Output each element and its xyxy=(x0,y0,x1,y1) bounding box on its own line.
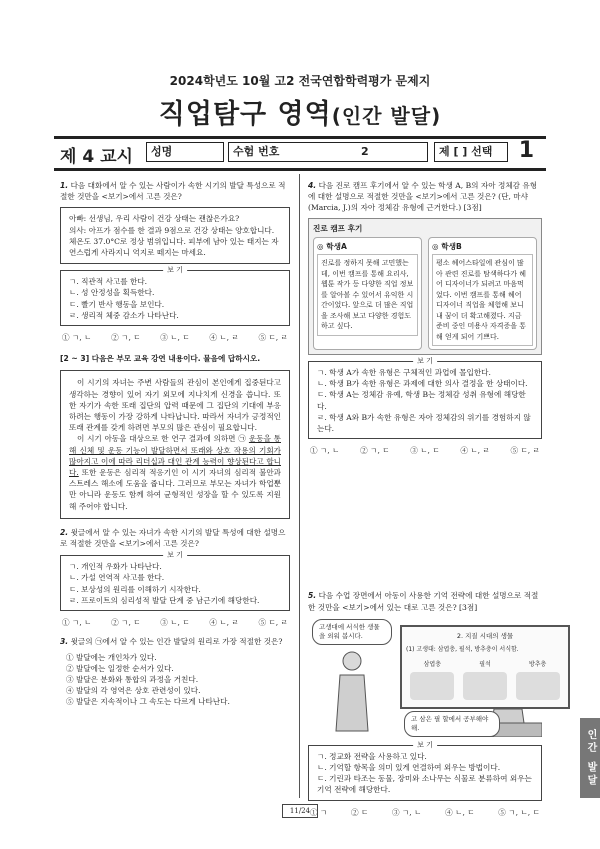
spacer xyxy=(308,464,542,590)
bogi-item: ㄹ. 생리적 체중 감소가 나타난다. xyxy=(69,310,179,320)
answer-option[interactable]: ② ㄱ, ㄷ xyxy=(360,446,390,456)
blackboard xyxy=(400,625,570,709)
info-row xyxy=(54,140,546,166)
selection-box[interactable] xyxy=(434,142,508,162)
passage-paragraph: 이 시기의 자녀는 주변 사람들의 관심이 본인에게 집중된다고 생각하는 경향이 있어 자기 외모에 지나치게 신경을 씁니다. 또한 자기가 속한 또래 집단의 압력 때문에 그 집단의 기대에 부응하려는 행동이 가장 강하게 나타납니다. 따라서 자녀가 긍정적인 또래 관계를 갖게 하려면 부모의 많은 관심이 필요합니다. xyxy=(69,378,281,433)
answer-option[interactable]: ④ ㄴ, ㄹ xyxy=(209,618,239,628)
bogi-item: ㄱ. 학생 A가 속한 유형은 구체적인 과업에 몰입한다. xyxy=(317,368,491,378)
answer-option[interactable]: ③ ㄴ, ㄷ xyxy=(410,446,440,456)
section-2-3-title: [2 ~ 3] 다음은 부모 교육 강연 내용이다. 물음에 답하시오. xyxy=(60,354,261,364)
exam-number-value: 2 xyxy=(361,145,369,158)
question-4 xyxy=(308,180,542,456)
bogi-item: ㄱ. 정교화 전략을 사용하고 있다. xyxy=(317,751,427,761)
answer-option[interactable]: ⑤ ㄷ, ㄹ xyxy=(258,618,288,628)
student-a-card xyxy=(313,237,422,350)
board-cell xyxy=(410,659,454,700)
avatar-icon: ◎ xyxy=(317,241,324,251)
answer-option[interactable]: ⑤ ㄷ, ㄹ xyxy=(510,446,540,456)
selection-label: 제 [ ] 선택 xyxy=(439,145,493,158)
graptolite-icon xyxy=(463,672,507,700)
q1-dialogue-line: 아빠: 선생님, 우리 사람이 건강 상태는 괜찮은가요? xyxy=(69,214,240,224)
answer-option[interactable]: ③ 발달은 분화와 통합의 과정을 거친다. xyxy=(66,674,199,684)
answer-option[interactable]: ① ㄱ, ㄴ xyxy=(62,618,92,628)
answer-option[interactable]: ① ㄱ, ㄴ xyxy=(62,333,92,343)
period-label: 제 4 교시 xyxy=(60,147,133,167)
student-b-card xyxy=(428,237,537,350)
q1-number: 1. xyxy=(60,181,69,190)
column-divider xyxy=(299,174,300,798)
answer-option[interactable]: ③ ㄴ, ㄷ xyxy=(160,618,190,628)
q4-bogi xyxy=(308,357,542,439)
q3-stem: 윗글의 ㉠에서 알 수 있는 인간 발달의 원리로 가장 적절한 것은? xyxy=(70,637,283,647)
page-number-big: 1 xyxy=(518,138,534,163)
board-cell-label: 방추충 xyxy=(528,661,547,669)
passage-underlined-text: 운동을 통해 신체 및 운동 기능이 발달하면서 또래와 상호 작용의 기회가 많아지고 이에 따라 리더십과 대인 관계 능력이 향상된다고 합니다. xyxy=(69,434,281,478)
answer-option[interactable]: ② ㄱ, ㄷ xyxy=(111,618,141,628)
fusulinid-icon xyxy=(516,672,560,700)
bogi-item: ㄴ. 성 안정성을 획득한다. xyxy=(69,288,155,298)
section-2-3-passage xyxy=(60,370,290,518)
question-5 xyxy=(308,590,547,817)
q4-number: 4. xyxy=(308,181,317,190)
bogi-item: ㄷ. 빨기 반사 행동을 보인다. xyxy=(69,299,165,309)
q2-bogi xyxy=(60,551,290,611)
header-rule-bottom xyxy=(54,168,546,171)
right-column xyxy=(308,180,547,826)
bogi-label: 보 기 xyxy=(163,550,187,561)
answer-option[interactable]: ④ ㄴ, ㄹ xyxy=(209,333,239,343)
child-speech-bubble: 고 삼은 필 할에서 공부해야 해. xyxy=(404,711,500,737)
title-paren: (인간 발달) xyxy=(331,104,442,128)
camp-review xyxy=(308,218,542,355)
answer-option[interactable]: ④ ㄴ, ㄷ xyxy=(445,807,475,817)
teacher-speech-bubble: 고생대에 서식한 생물을 외워 봅시다. xyxy=(312,619,392,645)
trilobite-icon xyxy=(410,672,454,700)
board-cell-label: 필석 xyxy=(479,661,491,669)
bogi-item: ㄴ. 기억할 항목을 의미 있게 연결하여 외우는 방법이다. xyxy=(317,763,501,773)
board-cell xyxy=(463,659,507,700)
teacher-figure xyxy=(336,652,368,731)
answer-option[interactable]: ② ㄷ xyxy=(350,807,369,817)
q2-number: 2. xyxy=(60,527,69,537)
q1-stem: 다음 대화에서 알 수 있는 사람이가 속한 시기의 발달 특성으로 적절한 것만을 <보기>에서 고른 것은? xyxy=(60,181,286,202)
q4-options xyxy=(308,445,542,456)
exam-subtitle: 2024학년도 10월 고2 전국연합학력평가 문제지 xyxy=(169,74,431,88)
student-a-text: 진로를 정하지 못해 고민했는데, 이번 캠프를 통해 요리사, 웹툰 작가 등 다양한 직업 정보를 알아볼 수 있어서 유익한 시간이었다. 앞으로 더 많은 직업을 조사해 보고 다양한 경험도 하고 싶다. xyxy=(317,254,418,336)
q5-number: 5. xyxy=(308,591,317,601)
bogi-item: ㄱ. 개인적 우화가 나타난다. xyxy=(69,562,162,572)
q3-number: 3. xyxy=(60,637,69,647)
answer-option[interactable]: ③ ㄱ, ㄴ xyxy=(391,807,422,817)
bogi-item: ㄷ. 보상성의 원리를 이해하기 시작한다. xyxy=(69,584,201,594)
q2-options xyxy=(60,617,290,628)
exam-number-box[interactable] xyxy=(228,142,428,162)
bogi-label: 보 기 xyxy=(163,265,187,276)
q1-options xyxy=(60,332,290,343)
bogi-item: ㄷ. 기린과 타조는 동물, 장미와 소나무는 식물로 분류하여 외우는 기억 전략에 해당한다. xyxy=(317,774,532,795)
name-label: 성명 xyxy=(151,145,173,158)
answer-option[interactable]: ⑤ ㄱ, ㄴ, ㄷ xyxy=(498,807,540,817)
q1-dialogue-line: 의사: 아프가 점수를 한 결과 9점으로 건강 상태는 양호합니다. 체온도 37.0°C로 정상 범위입니다. 피부에 남아 있는 태지는 자연스럽게 사라지니 억지로 떼지는 마세요. xyxy=(69,225,279,258)
board-title: 2. 지질 시대의 생물 xyxy=(456,631,514,640)
q1-bogi xyxy=(60,266,290,326)
title-main: 직업탐구 영역 xyxy=(158,99,332,130)
student-a-label: 학생A xyxy=(326,241,347,251)
answer-option[interactable]: ① ㄱ xyxy=(310,807,328,817)
exam-number-label: 수험 번호 xyxy=(233,145,280,158)
avatar-icon: ◎ xyxy=(432,241,439,251)
name-box[interactable] xyxy=(146,142,224,162)
passage-text: 또한 운동은 심리적 적응기인 이 시기 자녀의 심리적 불안과 스트레스 해소에 도움을 줍니다. 그러므로 부모는 자녀가 학업뿐만 아니라 운동도 함께 하여 균형적인 성장을 할 수 있도록 지원해 주어야 합니다. xyxy=(69,468,281,511)
page-indicator: 11/24 xyxy=(282,804,318,818)
answer-option[interactable]: ① 발달에는 개인차가 있다. xyxy=(66,652,157,662)
question-2 xyxy=(60,527,290,628)
student-b-text: 평소 헤어스타일에 관심이 많아 관련 진로를 탐색하다가 헤어 디자이너가 되려고 마음먹었다. 이번 캠프를 통해 헤어 디자이너 직업을 체험해 보니 내 꿈이 더 확고해졌다. 지금 준비 중인 미용사 자격증을 통해 얻게 되어 기쁘다. xyxy=(432,254,533,346)
left-column xyxy=(60,180,290,714)
subject-side-tab: 인간 발달 xyxy=(580,718,600,798)
answer-option[interactable]: ⑤ 발달은 지속적이나 그 속도는 다르게 나타난다. xyxy=(66,697,230,707)
bogi-label: 보 기 xyxy=(413,356,437,367)
q4-stem: 다음 진로 캠프 후기에서 알 수 있는 학생 A, B의 자아 정체감 유형에 대한 설명으로 적절한 것만을 <보기>에서 고른 것은? (단, 마샤(Marcia, J.)의 자아 정체감 유형에 근거한다.) [3점] xyxy=(308,181,538,213)
answer-option[interactable]: ③ ㄴ, ㄷ xyxy=(160,333,190,343)
bogi-item: ㄴ. 학생 B가 속한 유형은 과제에 대한 의사 결정을 한 상태이다. xyxy=(317,379,528,389)
bogi-item: ㄷ. 학생 A는 정체감 유예, 학생 B는 정체감 성취 유형에 해당한다. xyxy=(317,390,526,411)
answer-option[interactable]: ② 발달에는 일정한 순서가 있다. xyxy=(66,663,174,673)
board-cell-label: 삼엽충 xyxy=(423,661,442,669)
q3-choices xyxy=(60,652,290,708)
classroom-illustration xyxy=(308,619,547,737)
answer-option[interactable]: ① ㄱ, ㄴ xyxy=(310,446,340,456)
answer-option[interactable]: ④ ㄴ, ㄹ xyxy=(460,446,490,456)
bogi-label: 보 기 xyxy=(413,740,437,751)
answer-option[interactable]: ④ 발달의 각 영역은 상호 관련성이 있다. xyxy=(66,686,201,696)
answer-option[interactable]: ② ㄱ, ㄷ xyxy=(111,333,141,343)
bogi-item: ㄴ. 가설 연역적 사고를 한다. xyxy=(69,573,165,583)
header-rule-top xyxy=(54,136,546,139)
board-cell xyxy=(516,659,560,700)
question-3 xyxy=(60,636,290,707)
answer-option[interactable]: ⑤ ㄷ, ㄹ xyxy=(258,333,288,343)
bogi-item: ㄱ. 직관적 사고를 한다. xyxy=(69,277,148,287)
q2-stem: 윗글에서 알 수 있는 자녀가 속한 시기의 발달 특성에 대한 설명으로 적절한 것만을 <보기>에서 고른 것은? xyxy=(60,527,286,549)
question-1 xyxy=(60,180,290,343)
q5-options xyxy=(308,807,542,818)
q5-bogi xyxy=(308,740,542,801)
passage-text: 이 시기 아동을 대상으로 한 연구 결과에 의하면 ㉠ xyxy=(77,434,249,444)
bogi-item: ㄹ. 학생 A와 B가 속한 유형은 자아 정체감의 위기를 경험하지 않는다. xyxy=(317,412,531,434)
q1-dialogue xyxy=(60,207,290,264)
student-b-label: 학생B xyxy=(441,241,462,251)
board-subtitle: (1) 고생대: 삼엽충, 필석, 방추충이 서식함. xyxy=(406,646,519,654)
bogi-item: ㄹ. 프로이트의 심리성적 발달 단계 중 남근기에 해당한다. xyxy=(69,595,260,605)
q5-stem: 다음 수업 장면에서 아동이 사용한 기억 전략에 대한 설명으로 적절한 것만을 <보기>에서 있는 대로 고른 것은? [3점] xyxy=(308,591,539,612)
camp-review-title: 진로 캠프 후기 xyxy=(313,223,363,233)
exam-title xyxy=(0,92,600,131)
